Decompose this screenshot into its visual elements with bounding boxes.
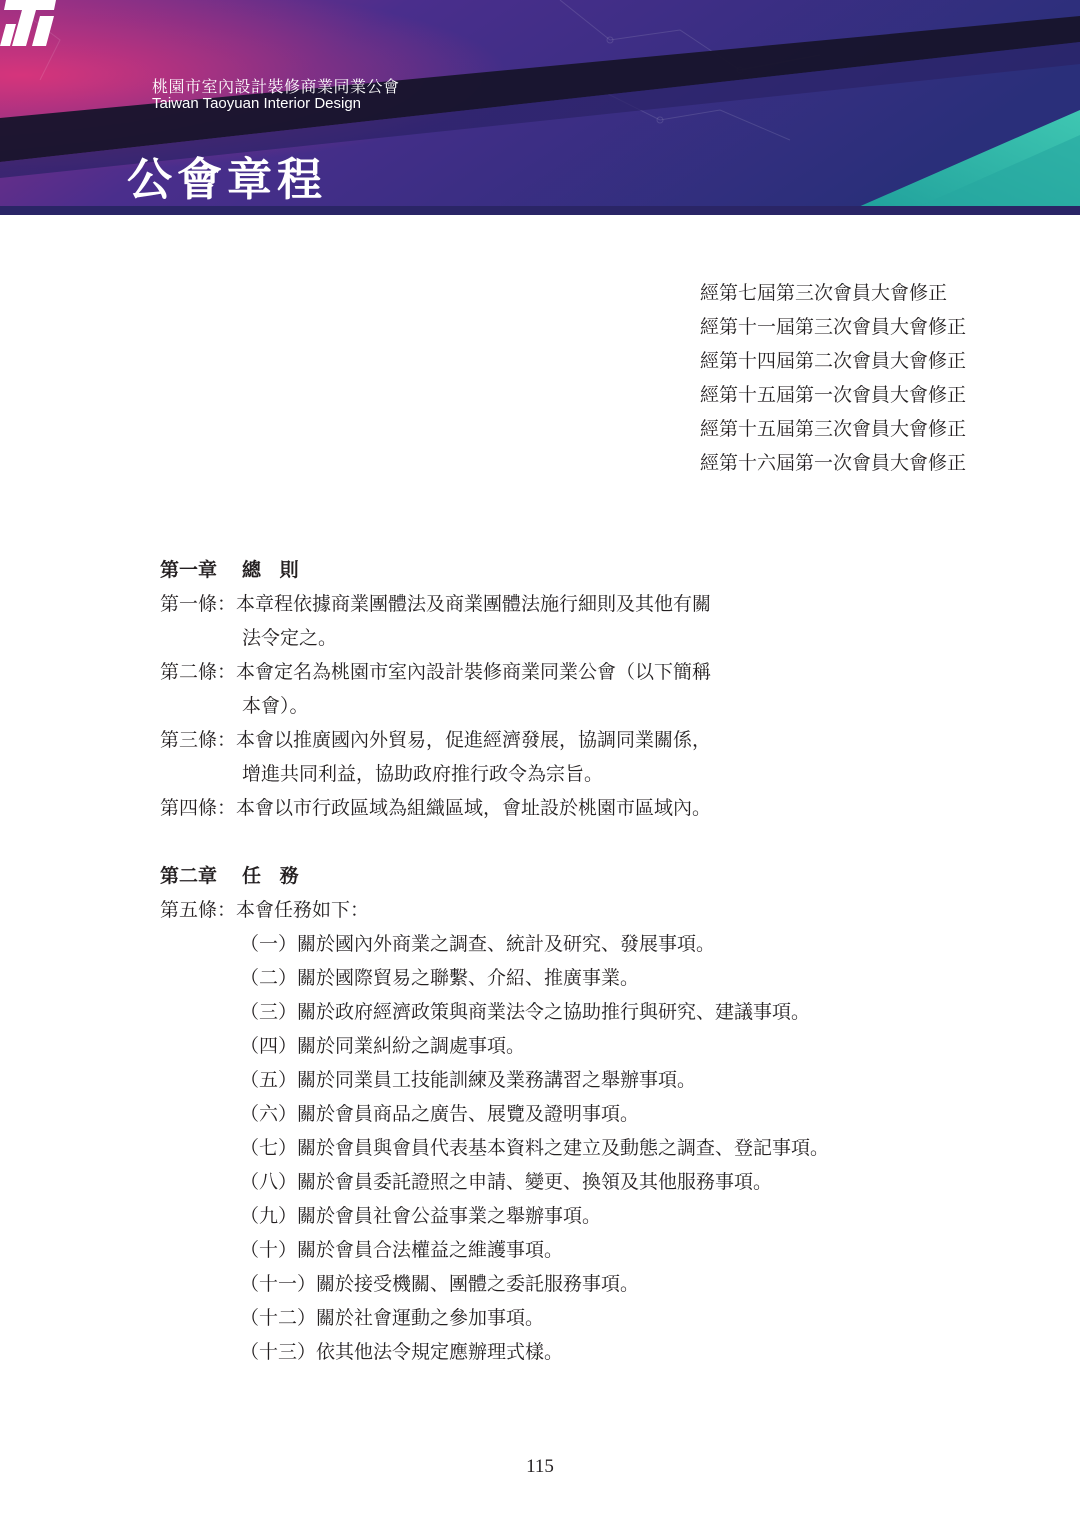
duty-item: （十一）關於接受機關、團體之委託服務事項。 <box>240 1273 640 1295</box>
duty-item: （三）關於政府經濟政策與商業法令之協助推行與研究、建議事項。 <box>240 1001 811 1023</box>
article-3-continuation: 增進共同利益，協助政府推行政令為宗旨。 <box>242 763 604 785</box>
article-label: 第四條： <box>160 797 237 819</box>
revision-item: 經第十四屆第二次會員大會修正 <box>700 350 967 372</box>
duty-item: （四）關於同業糾紛之調處事項。 <box>240 1035 526 1057</box>
duty-item: （一）關於國內外商業之調查、統計及研究、發展事項。 <box>240 933 716 955</box>
duty-item: （五）關於同業員工技能訓練及業務講習之舉辦事項。 <box>240 1069 697 1091</box>
revision-item: 經第七屆第三次會員大會修正 <box>700 282 948 304</box>
chapter-2-heading <box>160 859 1010 893</box>
article-2 <box>160 655 1010 689</box>
org-name-zh: 桃園市室內設計裝修商業同業公會 <box>152 77 400 96</box>
header-banner <box>0 0 1080 215</box>
revision-item: 經第十六屆第一次會員大會修正 <box>700 452 967 474</box>
chapter-number: 第一章 <box>160 559 218 581</box>
article-text: 本會定名為桃園市室內設計裝修商業同業公會（以下簡稱 <box>236 661 712 683</box>
duty-item: （九）關於會員社會公益事業之舉辦事項。 <box>240 1205 602 1227</box>
article-text: 本會以市行政區域為組織區域，會址設於桃園市區域內。 <box>236 797 712 819</box>
page-title: 公會章程 <box>127 153 328 206</box>
article-text: 本會任務如下： <box>236 899 370 921</box>
duty-item: （八）關於會員委託證照之申請、變更、換領及其他服務事項。 <box>240 1171 773 1193</box>
chapter-name: 總 則 <box>242 559 305 581</box>
revision-item: 經第十五屆第三次會員大會修正 <box>700 418 967 440</box>
chapter-number: 第二章 <box>160 865 218 887</box>
revision-item: 經第十五屆第一次會員大會修正 <box>700 384 967 406</box>
duty-item: （七）關於會員與會員代表基本資料之建立及動態之調查、登記事項。 <box>240 1137 830 1159</box>
duty-item: （十二）關於社會運動之參加事項。 <box>240 1307 545 1329</box>
article-4 <box>160 791 1010 825</box>
duty-item: （六）關於會員商品之廣告、展覽及證明事項。 <box>240 1103 640 1125</box>
revision-history <box>700 276 966 480</box>
article-text: 本章程依據商業團體法及商業團體法施行細則及其他有關 <box>236 593 712 615</box>
article-text: 本會以推廣國內外貿易，促進經濟發展，協調同業關係， <box>236 729 712 751</box>
charter-content <box>160 553 1010 1369</box>
article-label: 第二條： <box>160 661 237 683</box>
duty-item: （十三）依其他法令規定應辦理式樣。 <box>240 1341 564 1363</box>
article-label: 第三條： <box>160 729 237 751</box>
section-spacer <box>160 825 1010 859</box>
chapter-1-heading <box>160 553 1010 587</box>
org-name-en: Taiwan Taoyuan Interior Design <box>152 95 362 112</box>
article-5 <box>160 893 1010 927</box>
duty-item: （二）關於國際貿易之聯繫、介紹、推廣事業。 <box>240 967 640 989</box>
article-2-continuation: 本會）。 <box>242 695 309 717</box>
revision-item: 經第十一屆第三次會員大會修正 <box>700 316 967 338</box>
article-1-continuation: 法令定之。 <box>242 627 338 649</box>
chapter-name: 任 務 <box>242 865 305 887</box>
logo-icon <box>0 0 58 46</box>
duty-item: （十）關於會員合法權益之維護事項。 <box>240 1239 564 1261</box>
article-1 <box>160 587 1010 621</box>
article-label: 第五條： <box>160 899 237 921</box>
article-label: 第一條： <box>160 593 237 615</box>
article-3 <box>160 723 1010 757</box>
page-number: 115 <box>526 1456 554 1477</box>
